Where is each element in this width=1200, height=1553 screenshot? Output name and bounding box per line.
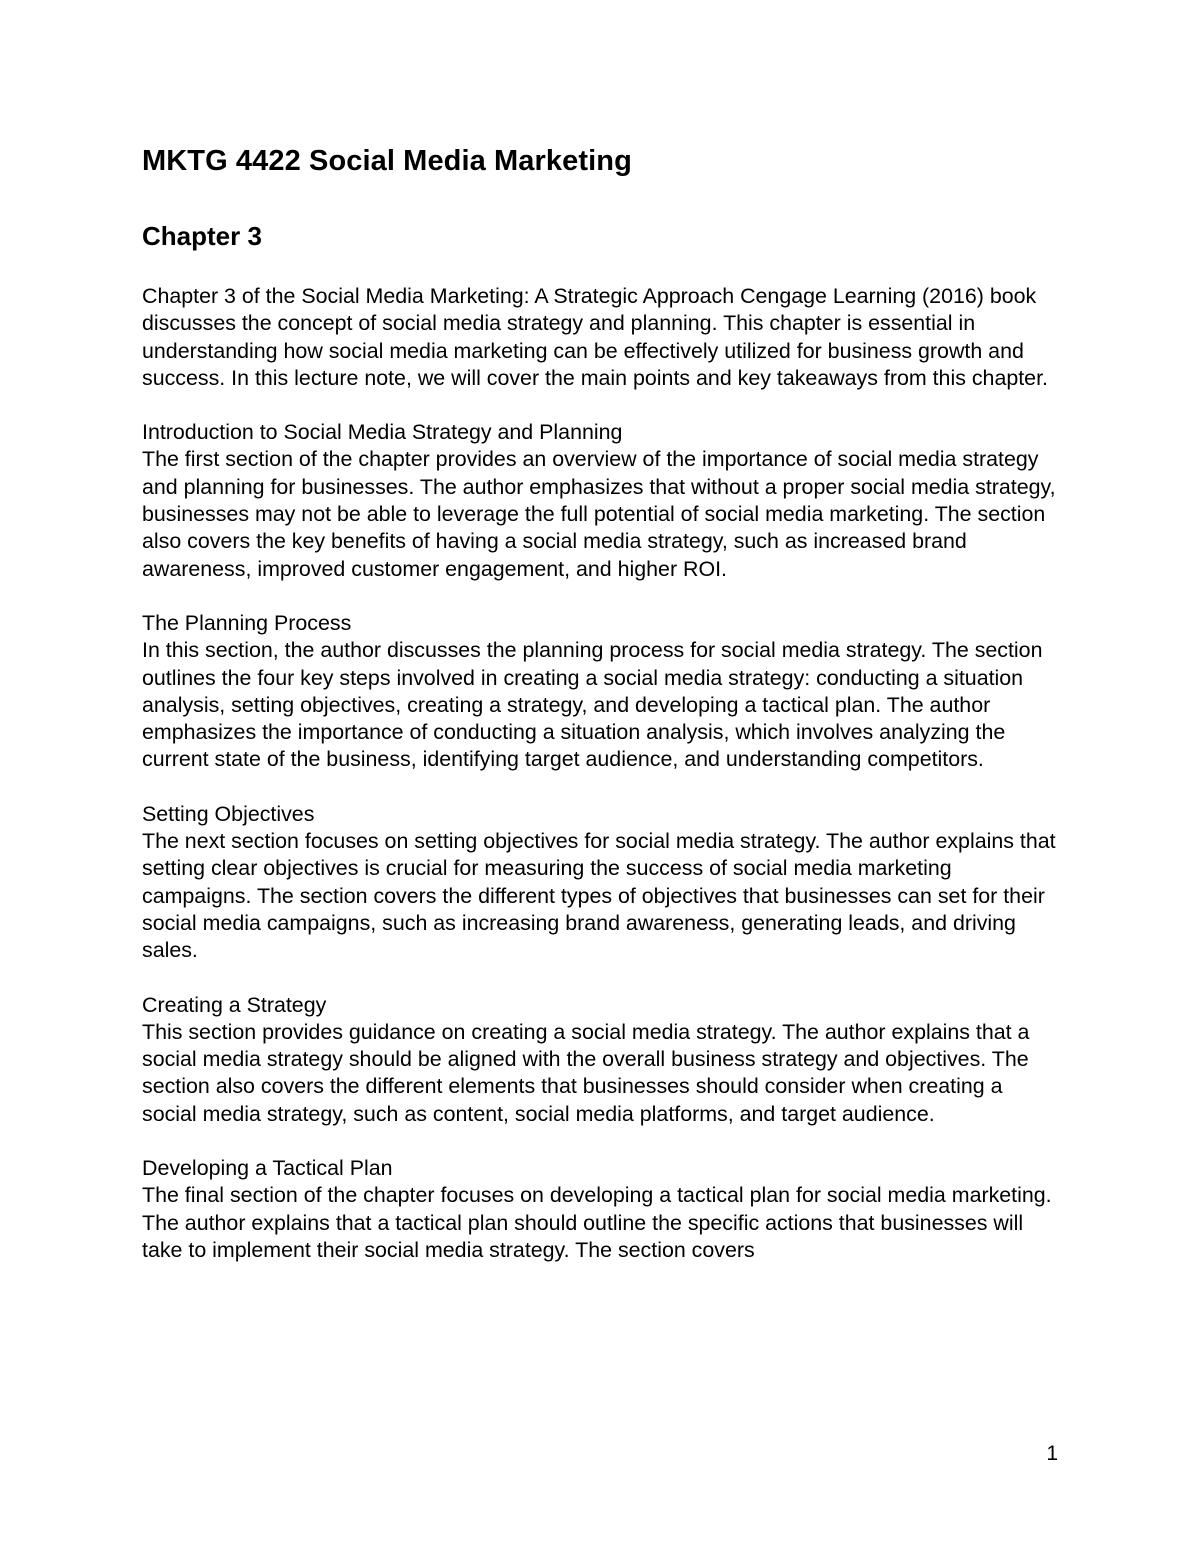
chapter-heading: Chapter 3 — [142, 221, 262, 251]
section-body: This section provides guidance on creating a social media strategy. The author explains that a social media strategy should be aligned with the overall business strategy and objectives. The section also covers the different elements that businesses should consider when creating a social media strategy, such as content, social media platforms, and target audience. — [142, 1019, 1030, 1126]
section-heading: The Planning Process — [142, 610, 352, 635]
section-tactical-plan — [142, 1155, 1060, 1264]
section-heading: Introduction to Social Media Strategy and Planning — [142, 420, 623, 445]
section-body: The next section focuses on setting objectives for social media strategy. The author explains that setting clear objectives is crucial for measuring the success of social media marketing campaigns. The section covers the different types of objectives that businesses can set for their social media campaigns, such as increasing brand awareness, generating leads, and driving sales. — [142, 829, 1056, 963]
section-heading: Setting Objectives — [142, 801, 315, 826]
section-introduction — [142, 419, 1060, 583]
section-setting-objectives — [142, 801, 1060, 965]
section-body: The final section of the chapter focuses on developing a tactical plan for social media marketing. The author explains that a tactical plan should outline the specific actions that businesses will take to implement their social media strategy. The section covers — [142, 1183, 1052, 1262]
page-number: 1 — [1046, 1442, 1058, 1465]
section-creating-strategy — [142, 992, 1060, 1128]
intro-paragraph: Chapter 3 of the Social Media Marketing: A Strategic Approach Cengage Learning (2016) book discusses the concept of social media strategy and planning. This chapter is essential in understanding how social media marketing can be effectively utilized for business growth and success. In this lecture note, we will cover the main points and key takeaways from this chapter. — [142, 284, 1048, 390]
document-title: MKTG 4422 Social Media Marketing — [142, 145, 632, 177]
section-body: In this section, the author discusses the planning process for social media strategy. The section outlines the four key steps involved in creating a social media strategy: conducting a situation analysis, setting objectives, creating a strategy, and developing a tactical plan. The author emphasizes the importance of conducting a situation analysis, which involves analyzing the current state of the business, identifying target audience, and understanding competitors. — [142, 638, 1043, 772]
section-heading: Creating a Strategy — [142, 992, 327, 1017]
section-heading: Developing a Tactical Plan — [142, 1156, 393, 1181]
section-planning-process — [142, 610, 1060, 774]
section-body: The first section of the chapter provides an overview of the importance of social media strategy and planning for businesses. The author emphasizes that without a proper social media strategy, businesses may not be able to leverage the full potential of social media marketing. The section also covers the key benefits of having a social media strategy, such as increased brand awareness, improved customer engagement, and higher ROI. — [142, 447, 1056, 581]
